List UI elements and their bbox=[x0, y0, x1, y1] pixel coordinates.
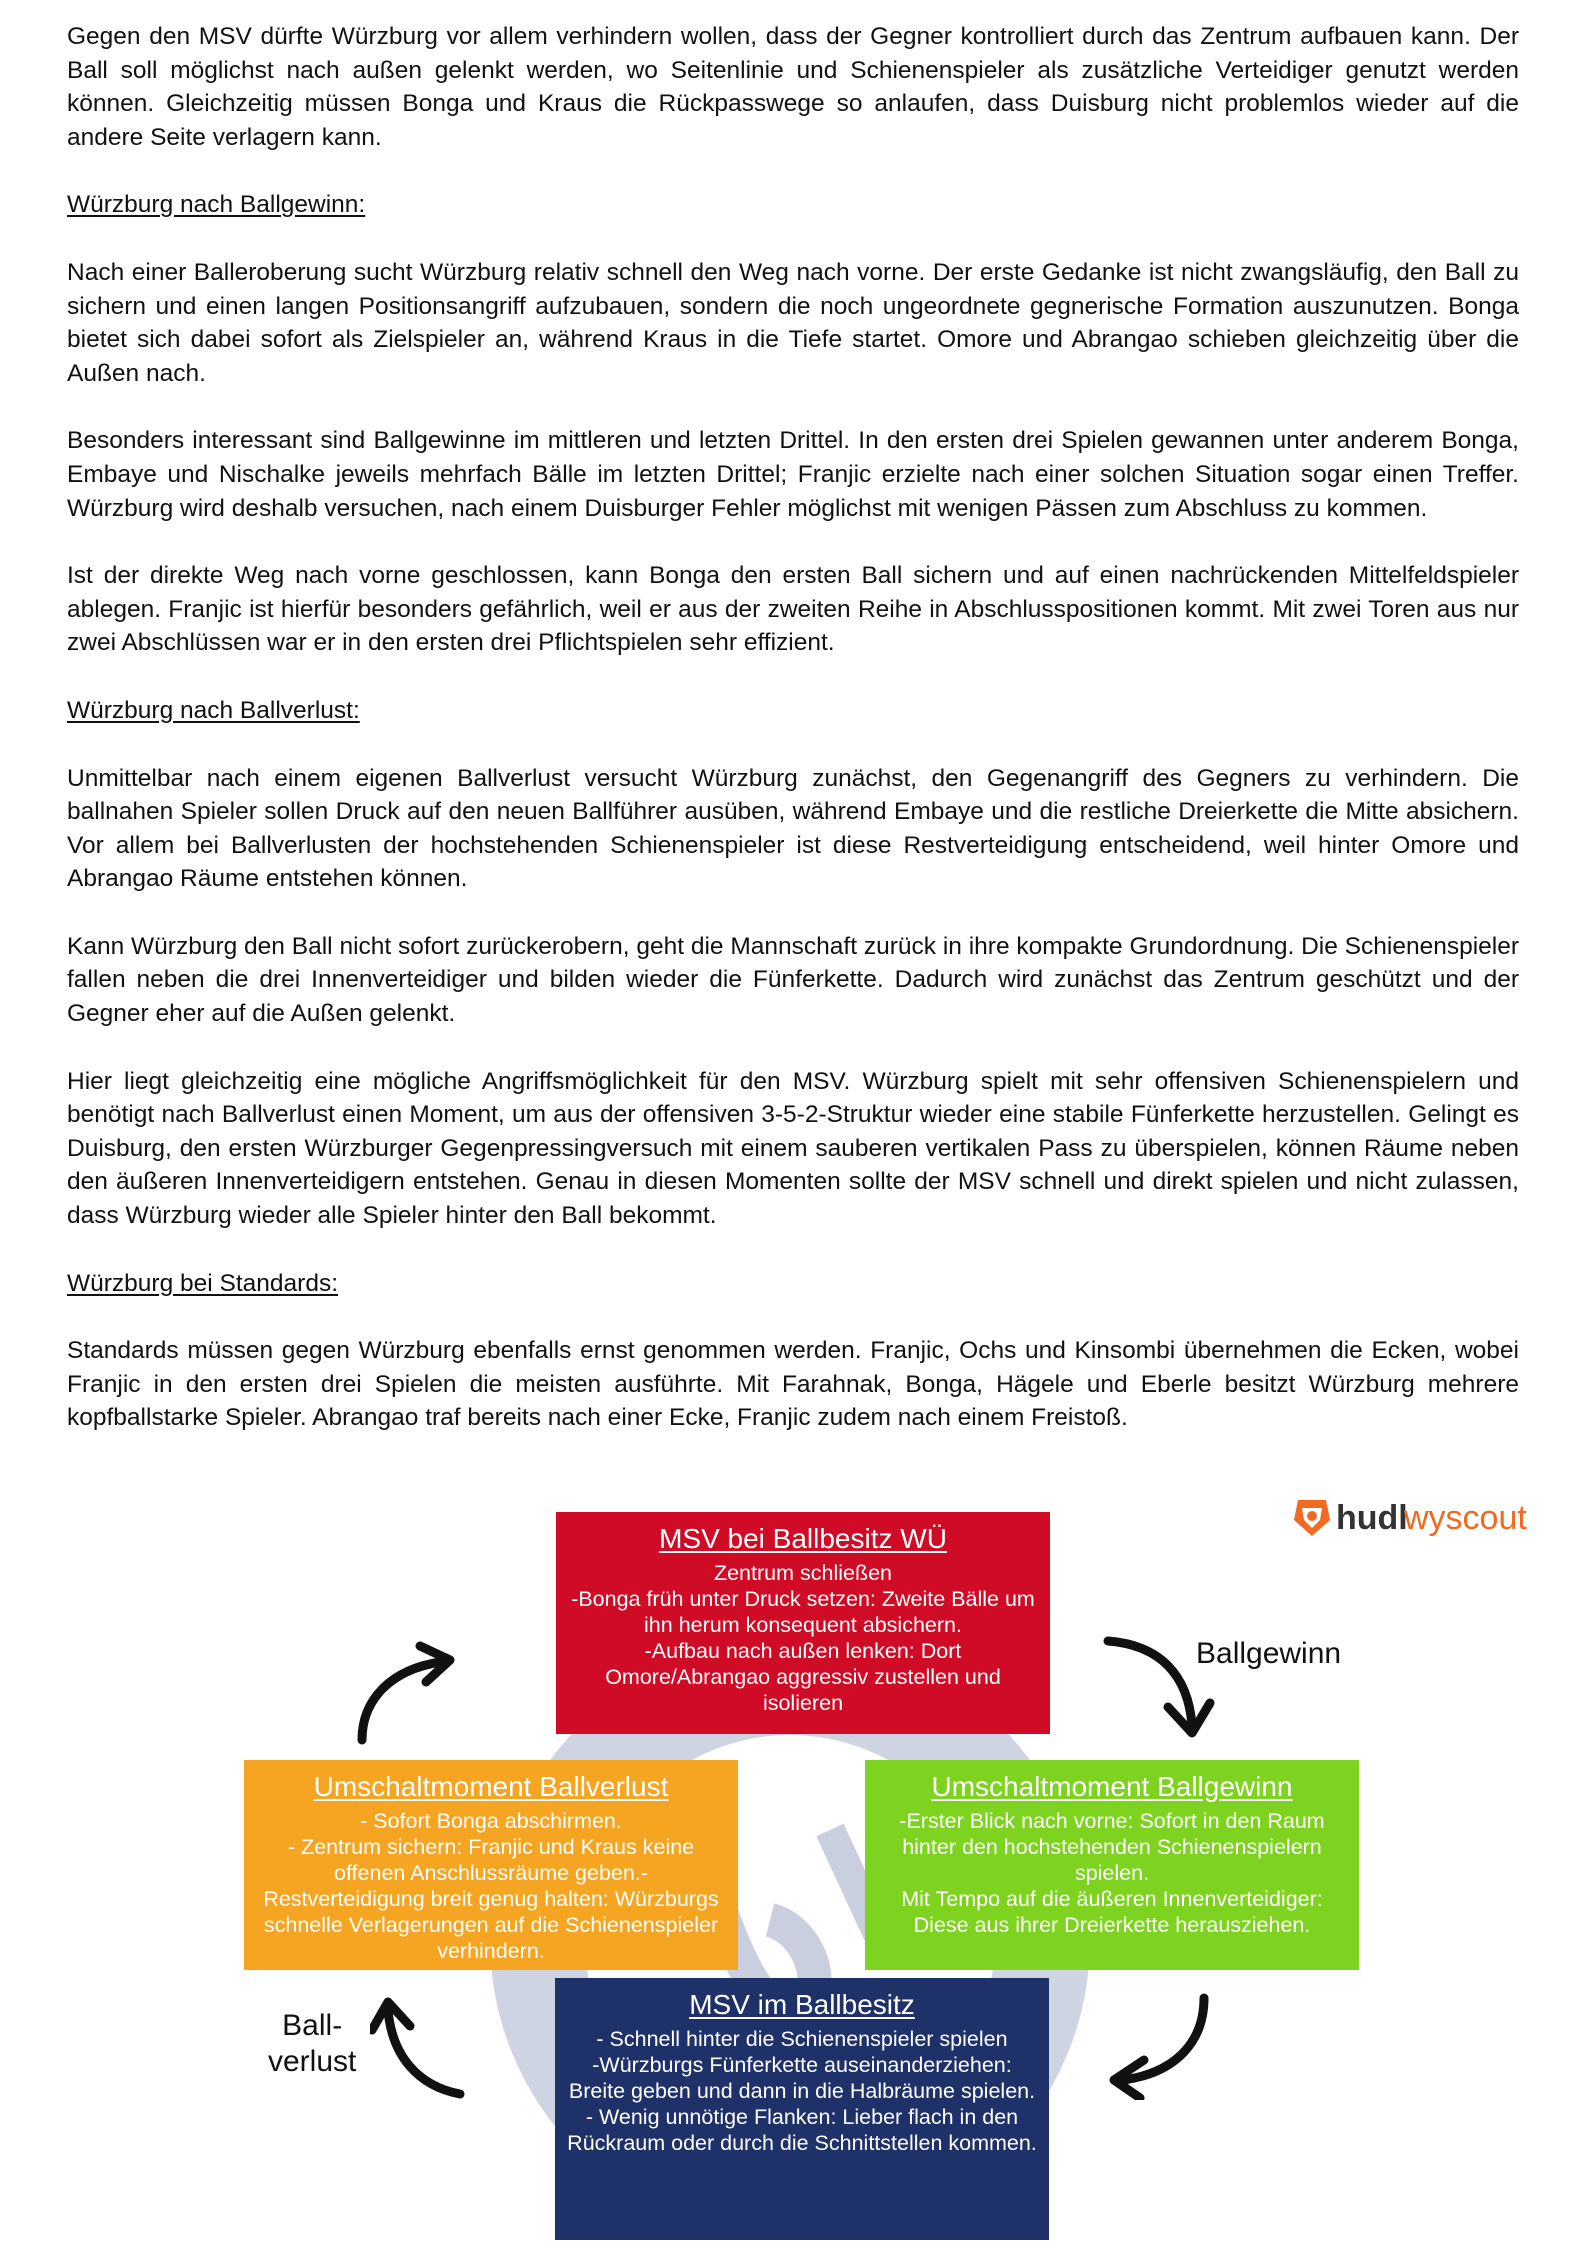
arrow-top-right-icon bbox=[1100, 1625, 1220, 1745]
phase-box-msv-im-ballbesitz bbox=[555, 1978, 1049, 2240]
label-ballverlust: Ball- verlust bbox=[268, 2009, 357, 2078]
phase-box-title: MSV im Ballbesitz bbox=[689, 1989, 915, 2020]
phase-box-body: - Sofort Bonga abschirmen. - Zentrum sichern: Franjic und Kraus keine offenen Anschlussräume geben.- Restverteidigung breit genug halten: Würzburgs schnelle Verlagerungen auf die Schienenspieler verhindern. bbox=[263, 1809, 719, 1963]
section-heading-ballverlust: Würzburg nach Ballverlust: bbox=[67, 696, 360, 724]
paragraph: Standards müssen gegen Würzburg ebenfalls ernst genommen werden. Franjic, Ochs und Kinsombi übernehmen die Ecken, wobei Franjic in den ersten drei Spielen die meisten ausführte. Mit Farahnak, Bonga, Hägele und Eberle besitzt Würzburg mehrere kopfballstarke Spieler. Abrangao traf bereits nach einer Ecke, Franjic zudem nach einem Freistoß. bbox=[67, 1337, 1519, 1432]
game-phase-diagram bbox=[0, 1490, 1586, 2243]
paragraph: Ist der direkte Weg nach vorne geschlossen, kann Bonga den ersten Ball sichern und auf einen nachrückenden Mittelfeldspieler ablegen. Franjic ist hierfür besonders gefährlich, weil er aus der zweiten Reihe in Abschlusspositionen kommt. Mit zwei Toren aus nur zwei Abschlüssen war er in den ersten drei Pflichtspielen sehr effizient. bbox=[67, 562, 1519, 657]
paragraph: Gegen den MSV dürfte Würzburg vor allem verhindern wollen, dass der Gegner kontrolliert durch das Zentrum aufbauen kann. Der Ball soll möglichst nach außen gelenkt werden, wo Seitenlinie und Schienenspieler als zusätzliche Verteidiger genutzt werden können. Gleichzeitig müssen Bonga und Kraus die Rückpasswege so anlaufen, dass Duisburg nicht problemlos wieder auf die andere Seite verlagern kann. bbox=[67, 23, 1519, 151]
hudl-wyscout-logo bbox=[1290, 1496, 1527, 1540]
phase-box-body: Zentrum schließen -Bonga früh unter Druck setzen: Zweite Bälle um ihn herum konsequent absichern. -Aufbau nach außen lenken: Dort Omore/Abrangao aggressiv zustellen und isolieren bbox=[571, 1561, 1035, 1715]
arrow-bottom-right-icon bbox=[1100, 1990, 1220, 2100]
logo-text-hudl: hudl bbox=[1336, 1499, 1408, 1537]
phase-box-title: Umschaltmoment Ballverlust bbox=[313, 1771, 669, 1802]
hudl-shield-icon bbox=[1290, 1496, 1334, 1540]
phase-box-body: - Schnell hinter die Schienenspieler spielen -Würzburgs Fünferkette auseinanderziehen: Breite geben und dann in die Halbräume spielen. - Wenig unnötige Flanken: Lieber flach in den Rückraum oder durch die Schnittstellen kommen. bbox=[567, 2027, 1037, 2155]
phase-box-body: -Erster Blick nach vorne: Sofort in den Raum hinter den hochstehenden Schienenspielern spielen. Mit Tempo auf die äußeren Innenverteidiger: Diese aus ihrer Dreierkette herausziehen. bbox=[899, 1809, 1325, 1937]
arrow-bottom-left-icon bbox=[370, 1990, 470, 2110]
phase-box-umschalt-ballverlust bbox=[244, 1760, 738, 1970]
phase-box-title: MSV bei Ballbesitz WÜ bbox=[659, 1523, 947, 1554]
section-heading-standards: Würzburg bei Standards: bbox=[67, 1269, 338, 1297]
section-heading-ballgewinn: Würzburg nach Ballgewinn: bbox=[67, 191, 366, 219]
phase-box-msv-ballbesitz-wue bbox=[556, 1512, 1050, 1734]
logo-text-wyscout: wyscout bbox=[1404, 1499, 1527, 1537]
arrow-top-left-icon bbox=[350, 1640, 470, 1750]
phase-box-title: Umschaltmoment Ballgewinn bbox=[931, 1771, 1293, 1802]
phase-box-umschalt-ballgewinn bbox=[865, 1760, 1359, 1970]
paragraph: Kann Würzburg den Ball nicht sofort zurückerobern, geht die Mannschaft zurück in ihre kompakte Grundordnung. Die Schienenspieler fallen neben die drei Innenverteidiger und bilden wieder die Fünferkette. Dadurch wird zunächst das Zentrum geschützt und der Gegner eher auf die Außen gelenkt. bbox=[67, 932, 1519, 1028]
paragraph: Nach einer Balleroberung sucht Würzburg relativ schnell den Weg nach vorne. Der erste Gedanke ist nicht zwangsläufig, den Ball zu sichern und einen langen Positionsangriff aufzubauen, sondern die noch ungeordnete gegnerische Formation auszunutzen. Bonga bietet sich dabei sofort als Zielspieler an, während Kraus in die Tiefe startet. Omore und Abrangao schieben gleichzeitig über die Außen nach. bbox=[67, 258, 1519, 387]
paragraph: Hier liegt gleichzeitig eine mögliche Angriffsmöglichkeit für den MSV. Würzburg spielt mit sehr offensiven Schienenspielern und benötigt nach Ballverlust einen Moment, um aus der offensiven 3-5-2-Struktur wieder eine stabile Fünferkette herzustellen. Gelingt es Duisburg, den ersten Würzburger Gegenpressingversuch mit einem sauberen vertikalen Pass zu überspielen, können Räume neben den äußeren Innenverteidigern entstehen. Genau in diesen Momenten sollte der MSV schnell und direkt spielen und nicht zulassen, dass Würzburg wieder alle Spieler hinter den Ball bekommt. bbox=[67, 1067, 1519, 1230]
article-text bbox=[67, 20, 1519, 1469]
paragraph: Unmittelbar nach einem eigenen Ballverlust versucht Würzburg zunächst, den Gegenangriff des Gegners zu verhindern. Die ballnahen Spieler sollen Druck auf den neuen Ballführer ausüben, während Embaye und die restliche Dreierkette die Mitte absichern. Vor allem bei Ballverlusten der hochstehenden Schienenspieler ist diese Restverteidigung entscheidend, weil hinter Omore und Abrangao Räume entstehen können. bbox=[67, 764, 1519, 893]
label-ballgewinn: Ballgewinn bbox=[1196, 1637, 1342, 1670]
paragraph: Besonders interessant sind Ballgewinne im mittleren und letzten Drittel. In den ersten drei Spielen gewannen unter anderem Bonga, Embaye und Nischalke jeweils mehrfach Bälle im letzten Drittel; Franjic erzielte nach einer solchen Situation sogar einen Treffer. Würzburg wird deshalb versuchen, nach einem Duisburger Fehler möglichst mit wenigen Pässen zum Abschluss zu kommen. bbox=[67, 427, 1519, 522]
